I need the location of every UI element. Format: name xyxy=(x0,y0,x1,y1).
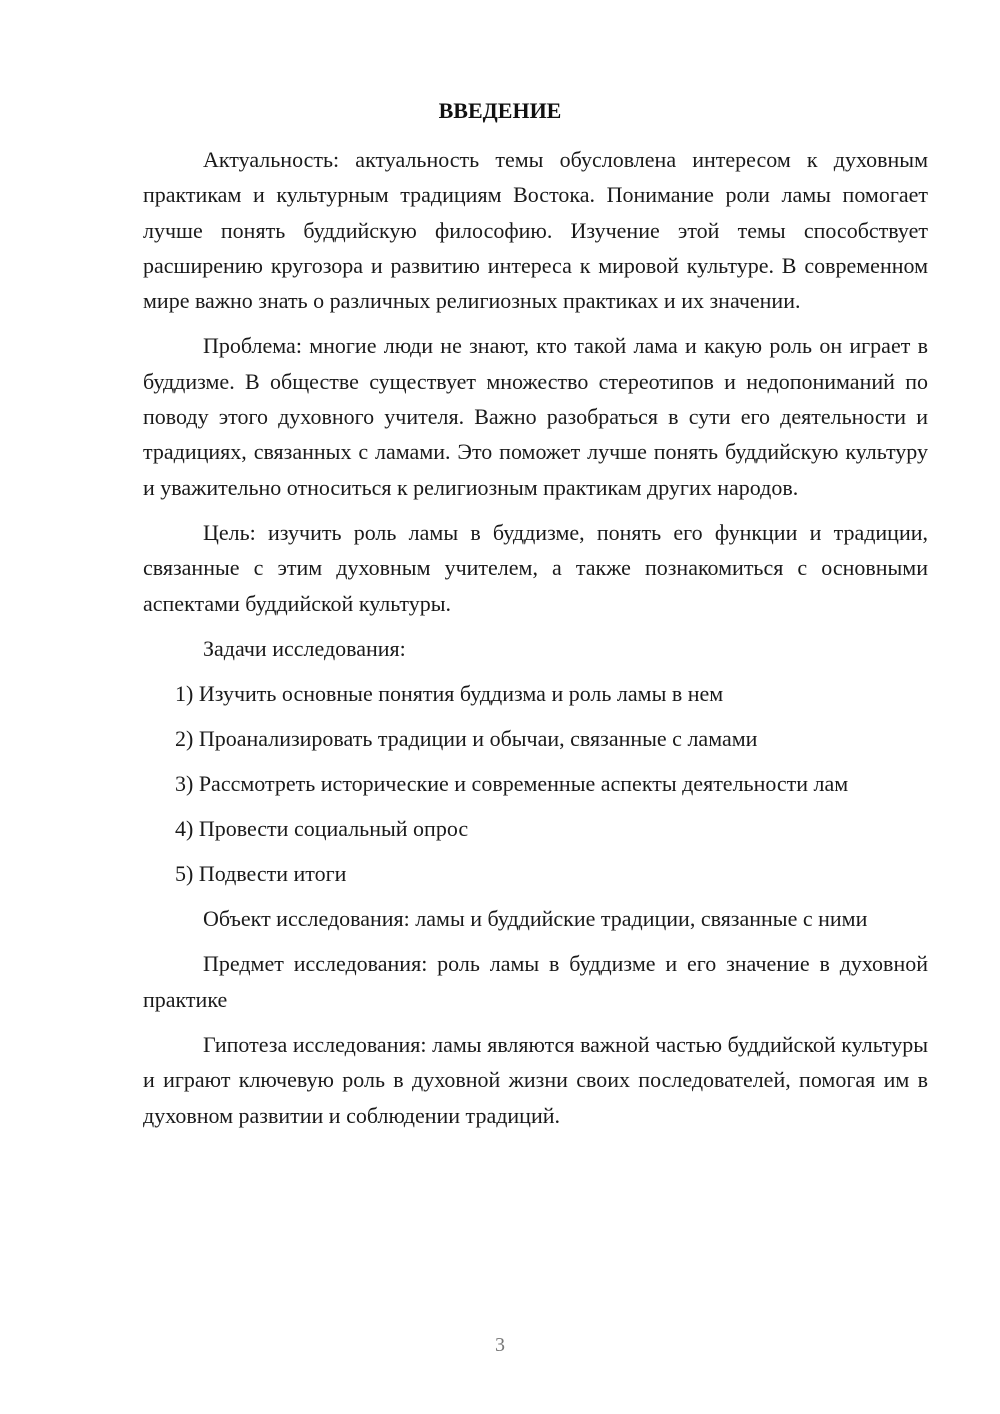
paragraph-goal: Цель: изучить роль ламы в буддизме, понять его функции и традиции, связанные с этим духовным учителем, а также познакомиться с основными аспектами буддийской культуры. xyxy=(143,519,928,616)
paragraph-subject: Предмет исследования: роль ламы в буддизме и его значение в духовной практике xyxy=(143,951,928,1012)
document-body xyxy=(143,142,928,1143)
section-title: ВВЕДЕНИЕ xyxy=(438,98,562,123)
task-item: 3) Рассмотреть исторические и современные аспекты деятельности лам xyxy=(175,771,849,797)
paragraph-tasks-heading: Задачи исследования: xyxy=(203,635,406,661)
paragraph-hypothesis: Гипотеза исследования: ламы являются важной частью буддийской культуры и играют ключевую роль в духовной жизни своих последователей, помогая им в духовном развитии и соблюдении традиций. xyxy=(143,1031,928,1128)
task-item: 5) Подвести итоги xyxy=(175,861,347,887)
page-number: 3 xyxy=(495,1334,505,1356)
paragraph-relevance: Актуальность: актуальность темы обусловлена интересом к духовным практикам и культурным традициям Востока. Понимание роли ламы помогает лучше понять буддийскую философию. Изучение этой темы способствует расширению кругозора и развитию интереса к мировой культуре. В современном мире важно знать о различных религиозных практиках и их значении. xyxy=(143,147,928,314)
paragraph-object: Объект исследования: ламы и буддийские традиции, связанные с ними xyxy=(203,906,868,932)
task-item: 1) Изучить основные понятия буддизма и роль ламы в нем xyxy=(175,681,724,707)
paragraph-problem: Проблема: многие люди не знают, кто такой лама и какую роль он играет в буддизме. В обществе существует множество стереотипов и недопониманий по поводу этого духовного учителя. Важно разобраться в сути его деятельности и традициях, связанных с ламами. Это поможет лучше понять буддийскую культуру и уважительно относиться к религиозным практикам других народов. xyxy=(143,333,928,500)
task-item: 4) Провести социальный опрос xyxy=(175,816,469,842)
task-item: 2) Проанализировать традиции и обычаи, связанные с ламами xyxy=(175,726,758,752)
